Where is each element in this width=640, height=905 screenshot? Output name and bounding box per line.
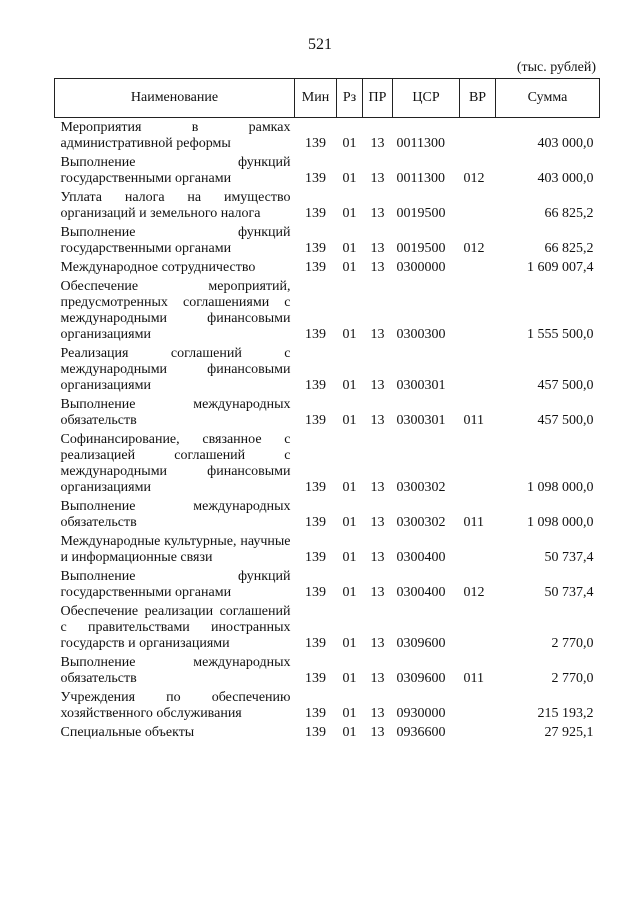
cell-csr: 0300301 bbox=[396, 413, 446, 428]
cell-vr: 011 bbox=[463, 671, 484, 686]
cell-min: 139 bbox=[305, 671, 326, 686]
cell-csr: 0019500 bbox=[396, 206, 446, 221]
cell-csr: 0309600 bbox=[396, 671, 446, 686]
cell-rz: 01 bbox=[342, 378, 357, 393]
cell-min: 139 bbox=[305, 725, 326, 740]
cell-sum: 2 770,0 bbox=[551, 636, 594, 651]
cell-rz: 01 bbox=[342, 550, 357, 565]
cell-name: Мероприятия в рамках административной реформы bbox=[60, 120, 291, 151]
cell-min: 139 bbox=[305, 171, 326, 186]
table-row bbox=[55, 395, 600, 430]
cell-rz: 01 bbox=[342, 585, 357, 600]
cell-pr: 13 bbox=[370, 171, 385, 186]
cell-sum: 1 098 000,0 bbox=[527, 480, 594, 495]
table-row bbox=[55, 532, 600, 567]
header-rz: Рз bbox=[337, 79, 363, 118]
cell-pr: 13 bbox=[370, 206, 385, 221]
cell-name: Софинансирование, связанное с реализацией соглашений с международными финансовыми организациями bbox=[60, 432, 291, 495]
cell-pr: 13 bbox=[370, 327, 385, 342]
cell-csr: 0300300 bbox=[396, 327, 446, 342]
cell-pr: 13 bbox=[370, 585, 385, 600]
cell-csr: 0011300 bbox=[396, 136, 445, 151]
table-row bbox=[55, 118, 600, 154]
cell-name: Обеспечение реализации соглашений с правительствами иностранных государств и организациями bbox=[60, 604, 291, 651]
cell-csr: 0300400 bbox=[396, 550, 446, 565]
cell-csr: 0300000 bbox=[396, 260, 446, 275]
cell-pr: 13 bbox=[370, 413, 385, 428]
cell-pr: 13 bbox=[370, 515, 385, 530]
cell-vr: 011 bbox=[463, 515, 484, 530]
cell-name: Выполнение функций государственными органами bbox=[60, 155, 291, 186]
cell-vr bbox=[460, 188, 496, 223]
cell-vr bbox=[460, 532, 496, 567]
header-name: Наименование bbox=[55, 79, 295, 118]
cell-pr: 13 bbox=[370, 241, 385, 256]
cell-sum: 1 098 000,0 bbox=[527, 515, 594, 530]
cell-sum: 27 925,1 bbox=[544, 725, 594, 740]
cell-min: 139 bbox=[305, 206, 326, 221]
table-row bbox=[55, 723, 600, 742]
table-row bbox=[55, 258, 600, 277]
cell-vr: 012 bbox=[463, 171, 485, 186]
table-row bbox=[55, 153, 600, 188]
cell-min: 139 bbox=[305, 260, 326, 275]
cell-rz: 01 bbox=[342, 260, 357, 275]
cell-min: 139 bbox=[305, 413, 326, 428]
cell-min: 139 bbox=[305, 515, 326, 530]
cell-sum: 2 770,0 bbox=[551, 671, 594, 686]
cell-sum: 1 609 007,4 bbox=[527, 260, 594, 275]
cell-pr: 13 bbox=[370, 706, 385, 721]
budget-table bbox=[54, 78, 600, 742]
cell-rz: 01 bbox=[342, 327, 357, 342]
table-row bbox=[55, 277, 600, 344]
cell-csr: 0300400 bbox=[396, 585, 446, 600]
cell-min: 139 bbox=[305, 378, 326, 393]
cell-pr: 13 bbox=[370, 725, 385, 740]
cell-sum: 403 000,0 bbox=[537, 171, 594, 186]
page-number: 521 bbox=[308, 36, 332, 53]
cell-name: Международное сотрудничество bbox=[60, 260, 256, 275]
table-header bbox=[55, 79, 600, 118]
cell-vr bbox=[460, 723, 496, 742]
cell-min: 139 bbox=[305, 327, 326, 342]
cell-pr: 13 bbox=[370, 480, 385, 495]
cell-sum: 403 000,0 bbox=[537, 136, 594, 151]
table-row bbox=[55, 223, 600, 258]
cell-sum: 66 825,2 bbox=[544, 241, 594, 256]
cell-name: Выполнение функций государственными органами bbox=[60, 569, 291, 600]
cell-pr: 13 bbox=[370, 636, 385, 651]
cell-name: Специальные объекты bbox=[60, 725, 195, 740]
cell-csr: 0309600 bbox=[396, 636, 446, 651]
cell-rz: 01 bbox=[342, 136, 357, 151]
cell-vr: 011 bbox=[463, 413, 484, 428]
header-min: Мин bbox=[295, 79, 337, 118]
cell-name: Реализация соглашений с международными финансовыми организациями bbox=[60, 346, 291, 393]
cell-min: 139 bbox=[305, 241, 326, 256]
header-pr: ПР bbox=[363, 79, 393, 118]
cell-pr: 13 bbox=[370, 378, 385, 393]
table-row bbox=[55, 344, 600, 395]
cell-sum: 50 737,4 bbox=[544, 550, 594, 565]
cell-vr: 012 bbox=[463, 585, 485, 600]
cell-csr: 0936600 bbox=[396, 725, 446, 740]
table-row bbox=[55, 653, 600, 688]
cell-min: 139 bbox=[305, 550, 326, 565]
cell-vr bbox=[460, 430, 496, 497]
cell-csr: 0300302 bbox=[396, 480, 446, 495]
table-row bbox=[55, 688, 600, 723]
cell-min: 139 bbox=[305, 706, 326, 721]
units-label: (тыс. рублей) bbox=[516, 60, 596, 75]
table-row bbox=[55, 430, 600, 497]
cell-min: 139 bbox=[305, 136, 326, 151]
cell-name: Международные культурные, научные и информационные связи bbox=[60, 534, 291, 565]
cell-pr: 13 bbox=[370, 136, 385, 151]
cell-name: Выполнение функций государственными органами bbox=[60, 225, 291, 256]
cell-min: 139 bbox=[305, 636, 326, 651]
cell-rz: 01 bbox=[342, 725, 357, 740]
cell-sum: 457 500,0 bbox=[537, 413, 594, 428]
cell-name: Учреждения по обеспечению хозяйственного обслуживания bbox=[60, 690, 291, 721]
cell-vr bbox=[460, 344, 496, 395]
cell-csr: 0011300 bbox=[396, 171, 445, 186]
cell-rz: 01 bbox=[342, 671, 357, 686]
header-sum: Сумма bbox=[496, 79, 600, 118]
header-csr: ЦСР bbox=[393, 79, 460, 118]
cell-rz: 01 bbox=[342, 241, 357, 256]
cell-vr bbox=[460, 118, 496, 154]
cell-name: Уплата налога на имущество организаций и земельного налога bbox=[60, 190, 291, 221]
cell-rz: 01 bbox=[342, 515, 357, 530]
cell-rz: 01 bbox=[342, 206, 357, 221]
cell-csr: 0930000 bbox=[396, 706, 446, 721]
cell-name: Выполнение международных обязательств bbox=[60, 397, 291, 428]
cell-name: Выполнение международных обязательств bbox=[60, 499, 291, 530]
cell-sum: 66 825,2 bbox=[544, 206, 594, 221]
cell-csr: 0300301 bbox=[396, 378, 446, 393]
cell-pr: 13 bbox=[370, 550, 385, 565]
cell-csr: 0019500 bbox=[396, 241, 446, 256]
cell-vr bbox=[460, 688, 496, 723]
cell-pr: 13 bbox=[370, 671, 385, 686]
cell-rz: 01 bbox=[342, 171, 357, 186]
cell-vr bbox=[460, 277, 496, 344]
table-row bbox=[55, 602, 600, 653]
cell-sum: 1 555 500,0 bbox=[527, 327, 594, 342]
cell-min: 139 bbox=[305, 585, 326, 600]
cell-name: Выполнение международных обязательств bbox=[60, 655, 291, 686]
cell-name: Обеспечение мероприятий, предусмотренных соглашениями с международными финансовыми организациями bbox=[60, 279, 291, 342]
table-row bbox=[55, 497, 600, 532]
table-row bbox=[55, 567, 600, 602]
table-row bbox=[55, 188, 600, 223]
cell-pr: 13 bbox=[370, 260, 385, 275]
cell-sum: 215 193,2 bbox=[537, 706, 594, 721]
cell-sum: 457 500,0 bbox=[537, 378, 594, 393]
header-vr: ВР bbox=[460, 79, 496, 118]
table-body bbox=[55, 118, 600, 743]
cell-vr: 012 bbox=[463, 241, 485, 256]
cell-vr bbox=[460, 602, 496, 653]
cell-csr: 0300302 bbox=[396, 515, 446, 530]
cell-vr bbox=[460, 258, 496, 277]
cell-sum: 50 737,4 bbox=[544, 585, 594, 600]
cell-rz: 01 bbox=[342, 636, 357, 651]
cell-rz: 01 bbox=[342, 706, 357, 721]
cell-min: 139 bbox=[305, 480, 326, 495]
cell-rz: 01 bbox=[342, 480, 357, 495]
cell-rz: 01 bbox=[342, 413, 357, 428]
